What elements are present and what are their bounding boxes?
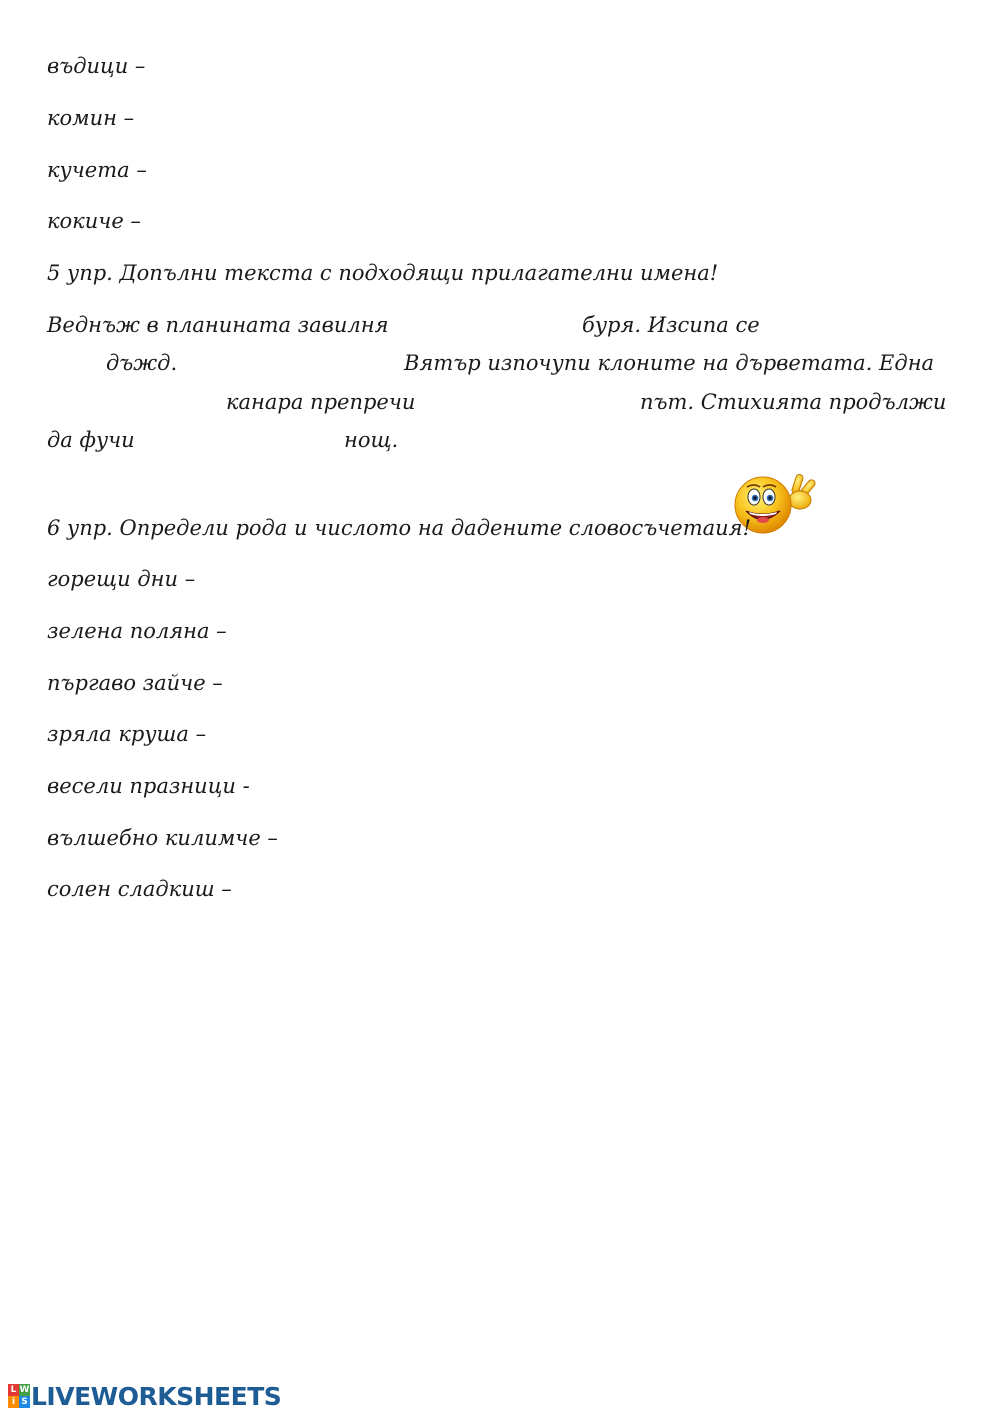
word-item: кокиче – xyxy=(47,209,141,233)
logo-mark-icon xyxy=(8,1384,30,1408)
logo-mark-letter: i xyxy=(8,1396,19,1408)
exercise-5-heading: 5 упр. Допълни текста с подходящи прилагателни имена! xyxy=(47,261,719,285)
logo-text: LIVEWORKSHEETS xyxy=(31,1381,282,1411)
text-fragment: път. Стихията продължи xyxy=(640,390,947,414)
text-fragment: дъжд. xyxy=(106,351,178,375)
text-fragment: буря. Изсипа се xyxy=(582,313,760,337)
phrase-item: вълшебно килимче – xyxy=(47,826,278,850)
logo-mark-letter: W xyxy=(19,1385,30,1395)
word-item: въдици – xyxy=(47,54,146,78)
phrase-item: пъргаво зайче – xyxy=(47,671,223,695)
exercise-6-heading: 6 упр. Определи рода и числото на дадените словосъчетаия! xyxy=(47,516,752,540)
text-fragment: Веднъж в планината завилня xyxy=(47,313,389,337)
text-fragment: канара препречи xyxy=(226,390,416,414)
text-fragment: да фучи xyxy=(47,428,135,452)
word-item: комин – xyxy=(47,106,135,130)
word-item: кучета – xyxy=(47,158,147,182)
logo-mark-letter: S xyxy=(19,1396,30,1408)
phrase-item: весели празници - xyxy=(47,774,250,798)
liveworksheets-logo[interactable] xyxy=(8,1382,281,1410)
phrase-item: зряла круша – xyxy=(47,722,207,746)
phrase-item: зелена поляна – xyxy=(47,619,227,643)
phrase-item: горещи дни – xyxy=(47,567,196,591)
phrase-item: солен сладкиш – xyxy=(47,877,232,901)
text-fragment: нощ. xyxy=(344,428,399,452)
text-fragment: Вятър изпочупи клоните на дърветата. Една xyxy=(404,351,935,375)
logo-mark-letter: L xyxy=(8,1384,19,1396)
